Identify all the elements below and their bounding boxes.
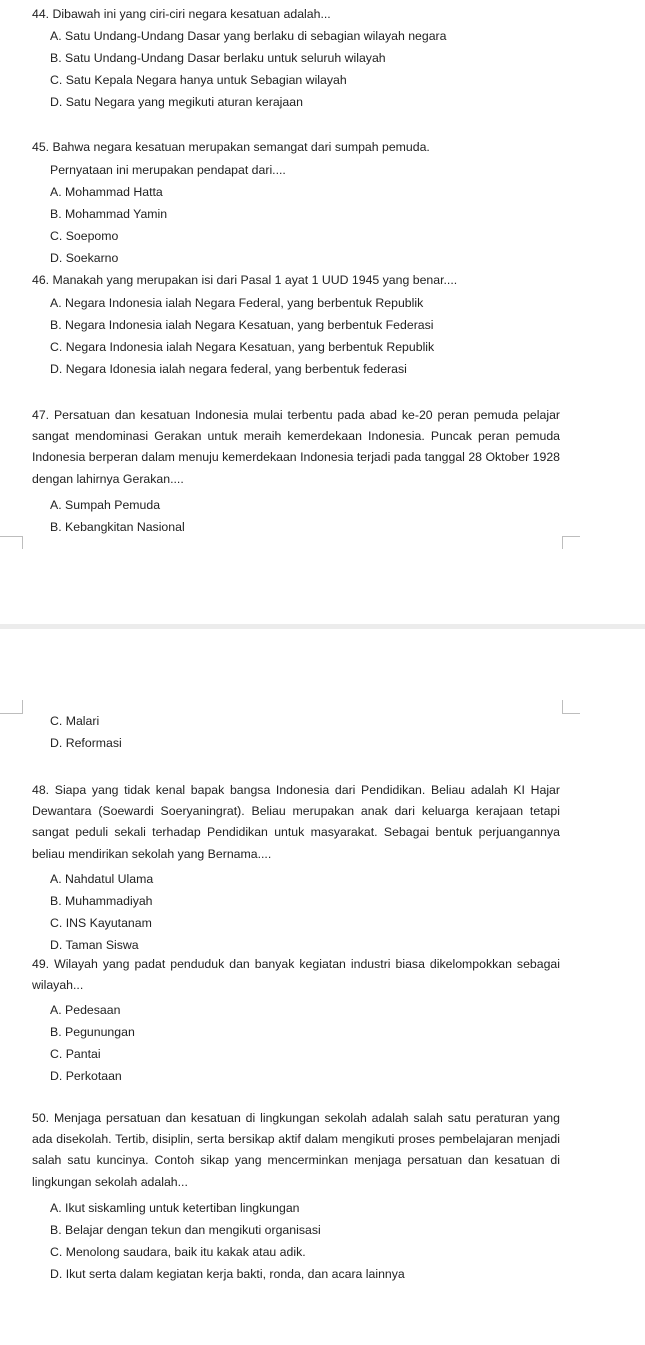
question-48-option-d[interactable]: D. Taman Siswa (50, 938, 139, 952)
question-46-option-a[interactable]: A. Negara Indonesia ialah Negara Federal, yang berbentuk Republik (50, 296, 424, 310)
question-49-option-c[interactable]: C. Pantai (50, 1047, 101, 1061)
crop-mark-bottom-right (562, 700, 580, 714)
question-45-option-a[interactable]: A. Mohammad Hatta (50, 185, 163, 199)
question-49-option-b[interactable]: B. Pegunungan (50, 1025, 135, 1039)
crop-mark-top-right (562, 536, 580, 549)
question-49-option-d[interactable]: D. Perkotaan (50, 1069, 122, 1083)
question-50-option-c[interactable]: C. Menolong saudara, baik itu kakak atau adik. (50, 1245, 306, 1259)
question-44-option-c[interactable]: C. Satu Kepala Negara hanya untuk Sebagian wilayah (50, 73, 347, 87)
question-45-stem-continued: Pernyataan ini merupakan pendapat dari.... (50, 163, 286, 177)
question-48-option-b[interactable]: B. Muhammadiyah (50, 894, 153, 908)
question-49-stem: 49. Wilayah yang padat penduduk dan banyak kegiatan industri biasa dikelompokkan sebagai wilayah... (32, 957, 560, 993)
question-48-option-c[interactable]: C. INS Kayutanam (50, 916, 152, 930)
question-49-option-a[interactable]: A. Pedesaan (50, 1003, 121, 1017)
question-47-option-a[interactable]: A. Sumpah Pemuda (50, 498, 161, 512)
question-47-option-c[interactable]: C. Malari (50, 714, 100, 728)
question-46-stem: 46. Manakah yang merupakan isi dari Pasal 1 ayat 1 UUD 1945 yang benar.... (32, 273, 458, 287)
question-47-option-b[interactable]: B. Kebangkitan Nasional (50, 520, 185, 534)
question-46-option-c[interactable]: C. Negara Indonesia ialah Negara Kesatuan, yang berbentuk Republik (50, 340, 435, 354)
question-50-option-d[interactable]: D. Ikut serta dalam kegiatan kerja bakti, ronda, dan acara lainnya (50, 1267, 405, 1281)
page-separator (0, 624, 645, 629)
question-45-option-d[interactable]: D. Soekarno (50, 251, 119, 265)
question-44-option-d[interactable]: D. Satu Negara yang megikuti aturan kerajaan (50, 95, 303, 109)
crop-mark-top-left (0, 536, 23, 549)
question-46-option-b[interactable]: B. Negara Indonesia ialah Negara Kesatuan, yang berbentuk Federasi (50, 318, 434, 332)
question-46-option-d[interactable]: D. Negara Idonesia ialah negara federal, yang berbentuk federasi (50, 362, 407, 376)
question-50-stem: 50. Menjaga persatuan dan kesatuan di lingkungan sekolah adalah salah satu peraturan yang ada disekolah. Tertib, disiplin, serta bersikap aktif dalam mengikuti proses pembelajaran menjadi salah satu kuncinya. Contoh sikap yang mencerminkan menjaga persatuan dan kesatuan di lingkungan sekolah adalah... (32, 1111, 560, 1189)
question-45-stem: 45. Bahwa negara kesatuan merupakan semangat dari sumpah pemuda. (32, 140, 430, 154)
question-45-option-c[interactable]: C. Soepomo (50, 229, 119, 243)
question-50-option-a[interactable]: A. Ikut siskamling untuk ketertiban lingkungan (50, 1201, 300, 1215)
question-47-option-d[interactable]: D. Reformasi (50, 736, 122, 750)
question-44-stem: 44. Dibawah ini yang ciri-ciri negara kesatuan adalah... (32, 7, 331, 21)
question-50-option-b[interactable]: B. Belajar dengan tekun dan mengikuti organisasi (50, 1223, 321, 1237)
question-44-option-a[interactable]: A. Satu Undang-Undang Dasar yang berlaku di sebagian wilayah negara (50, 29, 447, 43)
crop-mark-bottom-left (0, 700, 23, 714)
question-44-option-b[interactable]: B. Satu Undang-Undang Dasar berlaku untuk seluruh wilayah (50, 51, 386, 65)
question-48-option-a[interactable]: A. Nahdatul Ulama (50, 872, 154, 886)
question-48-stem: 48. Siapa yang tidak kenal bapak bangsa Indonesia dari Pendidikan. Beliau adalah KI Hajar Dewantara (Soewardi Soeryaningrat). Beliau merupakan anak dari keluarga kerajaan tetapi sangat peduli sekali terhadap Pendidikan untuk masyarakat. Sebagai bentuk perjuangannya beliau mendirikan sekolah yang Bernama.... (32, 783, 560, 861)
question-45-option-b[interactable]: B. Mohammad Yamin (50, 207, 168, 221)
question-47-stem: 47. Persatuan dan kesatuan Indonesia mulai terbentu pada abad ke-20 peran pemuda pelajar sangat mendominasi Gerakan untuk meraih kemerdekaan Indonesia. Puncak peran pemuda Indonesia berperan dalam menuju kemerdekaan Indonesia terjadi pada tanggal 28 Oktober 1928 dengan lahirnya Gerakan.... (32, 408, 560, 486)
